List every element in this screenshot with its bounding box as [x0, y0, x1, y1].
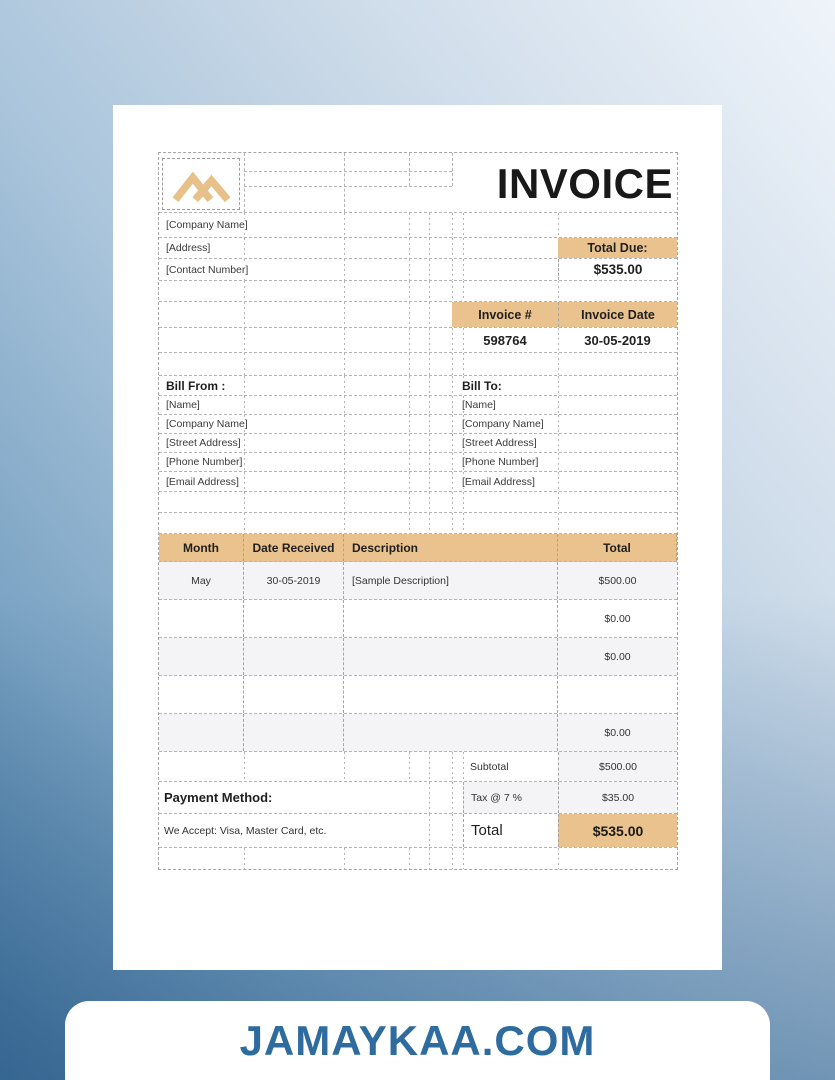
bill-headings-row — [159, 376, 677, 396]
bill-fields-row — [159, 415, 677, 434]
bill-to-field[interactable]: [Name] — [462, 399, 496, 411]
grand-total-label: Total — [463, 814, 558, 847]
company-name-cell[interactable]: [Company Name] — [166, 219, 248, 231]
subtotal-value: $500.00 — [558, 752, 677, 781]
payment-method-heading: Payment Method: — [164, 790, 273, 805]
bill-to-field[interactable]: [Email Address] — [462, 475, 535, 488]
bill-from-heading: Bill From : — [166, 378, 226, 393]
column-header-description: Description — [344, 534, 558, 561]
company-contact-cell[interactable]: [Contact Number] — [166, 263, 249, 276]
bill-fields-row — [159, 396, 677, 415]
company-contact-row — [159, 259, 677, 281]
bill-fields-row — [159, 453, 677, 472]
bill-to-field[interactable]: [Phone Number] — [462, 456, 539, 468]
bill-to-field[interactable]: [Company Name] — [462, 418, 544, 430]
invoice-number-value[interactable]: 598764 — [483, 332, 527, 348]
column-header-date-received: Date Received — [244, 534, 344, 561]
bill-from-field[interactable]: [Email Address] — [166, 475, 239, 488]
empty-row — [159, 281, 677, 302]
item-month-cell[interactable] — [159, 638, 244, 675]
table-row — [159, 562, 677, 600]
subtotal-label: Subtotal — [470, 760, 509, 773]
company-name-row — [159, 213, 677, 238]
item-date-cell[interactable]: 30-05-2019 — [244, 562, 344, 599]
item-date-cell[interactable] — [244, 638, 344, 675]
company-logo — [162, 158, 240, 210]
bill-from-field[interactable]: [Street Address] — [166, 437, 241, 449]
items-table-header — [159, 534, 677, 562]
bill-to-field[interactable]: [Street Address] — [462, 437, 537, 449]
invoice-sheet — [158, 152, 678, 870]
item-description-cell[interactable]: [Sample Description] — [344, 562, 558, 599]
company-address-cell[interactable]: [Address] — [166, 242, 211, 254]
column-header-total: Total — [558, 534, 677, 561]
tax-row — [159, 782, 677, 814]
grand-total-value: $535.00 — [558, 814, 677, 847]
item-description-cell[interactable] — [344, 676, 558, 713]
mountain-logo-icon — [172, 164, 230, 204]
bill-from-field[interactable]: [Name] — [166, 399, 200, 411]
sheet-header-row — [159, 153, 677, 213]
bill-to-heading: Bill To: — [462, 378, 502, 393]
bill-from-field[interactable]: [Phone Number] — [166, 456, 243, 468]
item-total-cell[interactable]: $0.00 — [604, 726, 631, 739]
table-row — [159, 638, 677, 676]
empty-row — [159, 353, 677, 376]
invoice-title: INVOICE — [496, 160, 673, 207]
invoice-meta-header-row — [159, 302, 677, 328]
item-description-cell[interactable] — [344, 600, 558, 637]
total-row — [159, 814, 677, 848]
column-header-month: Month — [159, 534, 244, 561]
item-date-cell[interactable] — [244, 600, 344, 637]
item-date-cell[interactable] — [244, 714, 344, 751]
company-address-row — [159, 238, 677, 259]
table-row — [159, 600, 677, 638]
item-total-cell[interactable] — [558, 676, 677, 713]
item-total-cell[interactable]: $0.00 — [604, 612, 631, 625]
tax-label: Tax @ 7 % — [463, 782, 558, 813]
bill-from-field[interactable]: [Company Name] — [166, 418, 248, 430]
total-due-value: $535.00 — [558, 259, 677, 280]
empty-row — [159, 848, 677, 869]
item-description-cell[interactable] — [344, 638, 558, 675]
item-month-cell[interactable] — [159, 676, 244, 713]
bill-fields-row — [159, 472, 677, 492]
invoice-date-label: Invoice Date — [558, 302, 677, 327]
invoice-number-label: Invoice # — [452, 302, 558, 327]
table-row — [159, 676, 677, 714]
item-month-cell[interactable] — [159, 714, 244, 751]
item-description-cell[interactable] — [344, 714, 558, 751]
tax-value: $35.00 — [558, 782, 677, 813]
item-month-cell[interactable]: May — [159, 562, 244, 599]
total-due-label: Total Due: — [558, 238, 677, 258]
invoice-page — [113, 105, 722, 970]
item-total-cell[interactable]: $500.00 — [598, 574, 637, 587]
item-date-cell[interactable] — [244, 676, 344, 713]
invoice-date-value[interactable]: 30-05-2019 — [584, 332, 651, 348]
invoice-meta-value-row — [159, 328, 677, 353]
item-total-cell[interactable]: $0.00 — [604, 650, 631, 663]
brand-text: JAMAYKAA.COM — [239, 1017, 596, 1064]
bill-fields-row — [159, 434, 677, 453]
subtotal-row — [159, 752, 677, 782]
table-row — [159, 714, 677, 752]
brand-banner — [65, 1001, 770, 1080]
item-month-cell[interactable] — [159, 600, 244, 637]
empty-row — [159, 513, 677, 534]
empty-row — [159, 492, 677, 513]
payment-note: We Accept: Visa, Master Card, etc. — [164, 824, 327, 837]
